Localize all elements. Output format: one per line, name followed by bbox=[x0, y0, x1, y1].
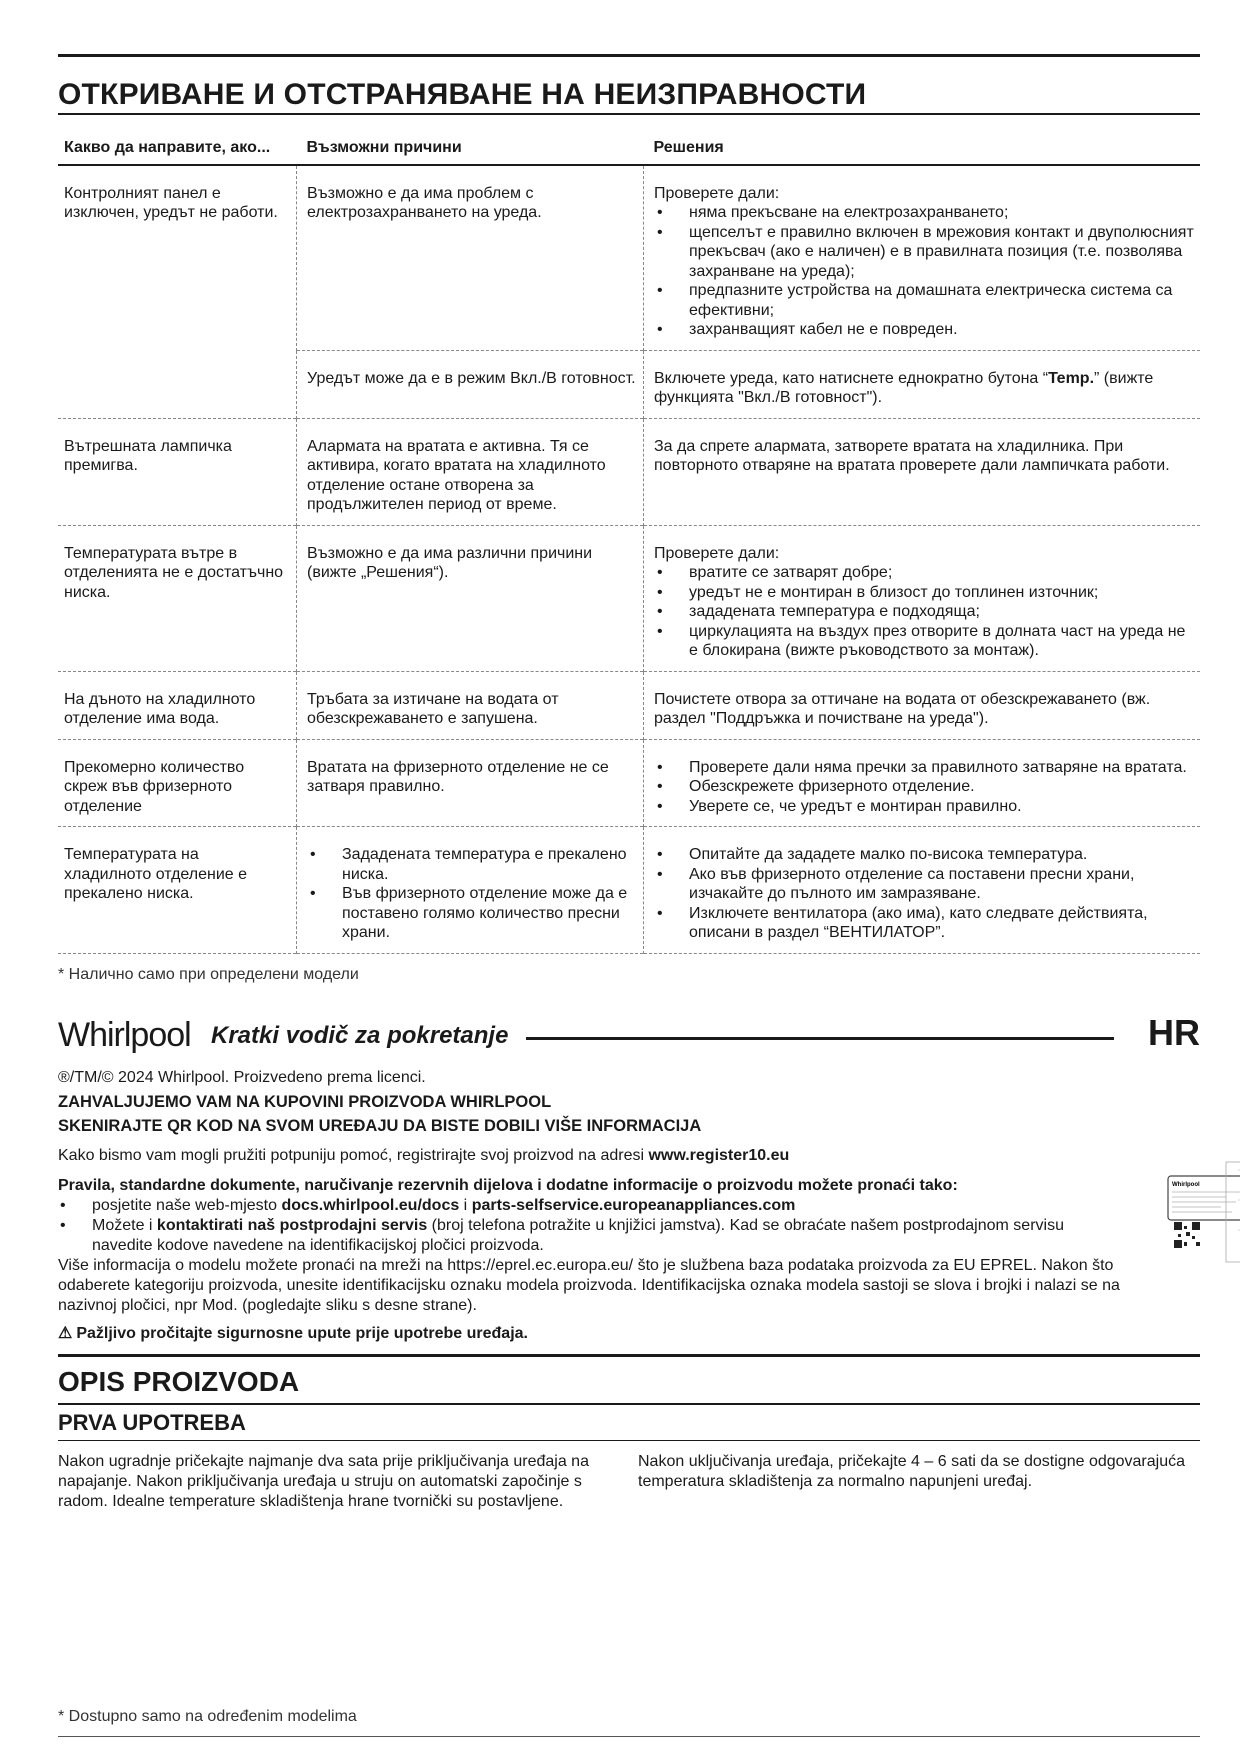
bullet1-text: posjetite naše web-mjesto bbox=[92, 1197, 282, 1214]
service-contact: kontaktirati naš postprodajni servis bbox=[156, 1217, 428, 1234]
table-header-row bbox=[58, 132, 1200, 165]
solution-list bbox=[654, 203, 1194, 340]
rules-heading: Pravila, standardne dokumente, naručivanje rezervnih dijelova i dodatne informacije o proizvodu možete pronaći tako: bbox=[58, 1177, 958, 1194]
list-item: • уредът не е монтиран в близост до топлинен източник; bbox=[654, 583, 1194, 603]
thanks-heading: ZAHVALJUJEMO VAM NA KUPOVINI PROIZVODA WHIRLPOOL bbox=[58, 1093, 552, 1111]
rules-list bbox=[58, 1196, 1106, 1256]
title-rule bbox=[58, 113, 1200, 115]
parts-link[interactable]: parts-selfservice.europeanappliances.com bbox=[471, 1197, 796, 1214]
bullet1-mid: i bbox=[459, 1197, 472, 1214]
hr-intro bbox=[58, 1068, 1200, 1344]
prva-right-text: Nakon uključivanja uređaja, pričekajte 4 – 6 sati da se dostigne odgovarajuća temperatura skladištenja za normalno napunjeni uređaj. bbox=[638, 1453, 1186, 1490]
top-rule bbox=[58, 54, 1200, 57]
solution-list bbox=[654, 845, 1194, 943]
list-item: • Обезскрежете фризерното отделение. bbox=[654, 777, 1194, 797]
cause-cell: Тръбата за изтичане на водата от обезскрежаването е запушена. bbox=[297, 671, 644, 739]
brand-header bbox=[58, 1012, 1200, 1062]
problem-cell: Прекомерно количество скреж във фризерното отделение bbox=[64, 758, 245, 815]
table-row bbox=[58, 671, 1200, 739]
label-brand: Whirlpool bbox=[1172, 1182, 1200, 1188]
solution-cell bbox=[644, 525, 1201, 671]
troubleshooting-footnote: * Налично само при определени модели bbox=[58, 966, 359, 983]
solution-cell bbox=[644, 350, 1201, 418]
whirlpool-logo: Whirlpool bbox=[58, 1016, 191, 1054]
table-row bbox=[58, 739, 1200, 827]
language-code: HR bbox=[1148, 1012, 1200, 1053]
cause-cell: Вратата на фризерното отделение не се затваря правилно. bbox=[297, 739, 644, 827]
cause-cell: Възможно е да има различни причини (вижте „Решения“). bbox=[297, 525, 644, 671]
list-item bbox=[58, 1216, 1106, 1256]
problem-cell: Вътрешната лампичка премигва. bbox=[64, 437, 232, 474]
solution-text-b: ” (вижте функцията "Вкл./В готовност"). bbox=[654, 369, 1154, 406]
list-item: • вратите се затварят добре; bbox=[654, 563, 1194, 583]
header-solution: Решения bbox=[653, 139, 724, 156]
solution-cell: За да спрете алармата, затворете вратата на хладилника. При повторното отваряне на вратата проверете дали лампичката работи. bbox=[644, 418, 1201, 525]
solution-intro: Проверете дали: bbox=[654, 184, 780, 202]
list-item: • зададената температура е подходяща; bbox=[654, 602, 1194, 622]
guide-subtitle: Kratki vodič za pokretanje bbox=[211, 1022, 509, 1049]
header-cause: Възможни причини bbox=[306, 139, 462, 156]
brand-divider bbox=[526, 1037, 1114, 1040]
list-item: • Уверете се, че уредът е монтиран правилно. bbox=[654, 797, 1194, 817]
cause-cell: Уредът може да е в режим Вкл./В готовност. bbox=[297, 350, 644, 418]
cause-cell bbox=[297, 827, 644, 954]
opis-rule bbox=[58, 1354, 1200, 1357]
safety-warning bbox=[58, 1324, 1200, 1344]
warning-icon: ⚠ bbox=[58, 1325, 73, 1342]
register-link[interactable]: www.register10.eu bbox=[648, 1147, 790, 1164]
solution-intro: Проверете дали: bbox=[654, 544, 780, 562]
list-item: • щепселът е правилно включен в мрежовия контакт и двуполюсният прекъсвач (ако е наличен) е в правилната позиция (т.е. позволява захранване на уреда); bbox=[654, 223, 1194, 282]
solution-cell bbox=[644, 165, 1201, 351]
table-row bbox=[58, 525, 1200, 671]
solution-cell: Почистете отвора за оттичане на водата от обезскрежаването (вж. раздел "Поддръжка и почистване на уреда"). bbox=[644, 671, 1201, 739]
solution-cell bbox=[644, 827, 1201, 954]
table-row bbox=[58, 165, 1200, 351]
opis-title: OPIS PROIZVODA bbox=[58, 1366, 300, 1397]
solution-cell bbox=[644, 739, 1201, 827]
list-item: • Проверете дали няма пречки за правилното затваряне на вратата. bbox=[654, 758, 1194, 778]
list-item: • няма прекъсване на електрозахранването; bbox=[654, 203, 1194, 223]
list-item bbox=[58, 1196, 1106, 1216]
problem-cell: Температурата на хладилното отделение е прекалено ниска. bbox=[64, 846, 248, 902]
warning-text: Pažljivo pročitajte sigurnosne upute prije upotrebe uređaja. bbox=[76, 1325, 528, 1342]
bottom-rule bbox=[58, 1736, 1200, 1737]
bullet2-text-a: Možete i bbox=[92, 1217, 157, 1234]
cause-cell: Възможно е да има проблем с електрозахранването на уреда. bbox=[297, 165, 644, 351]
solution-list bbox=[654, 563, 1194, 661]
list-item: • захранващият кабел не е повреден. bbox=[654, 320, 1194, 340]
problem-cell: Температурата вътре в отделенията не е достатъчно ниска. bbox=[64, 544, 284, 601]
list-item: • предпазните устройства на домашната електрическа система са ефективни; bbox=[654, 281, 1194, 320]
cause-list bbox=[307, 845, 637, 943]
problem-cell: На дъното на хладилното отделение има вода. bbox=[64, 690, 256, 727]
list-item: • циркулацията на въздух през отворите в долната част на уреда не е блокирана (вижте ръководството за монтаж). bbox=[654, 622, 1194, 661]
temp-button-label: Temp. bbox=[1048, 369, 1095, 387]
header-problem: Какво да направите, ако... bbox=[64, 139, 271, 156]
solution-text-a: Включете уреда, като натиснете еднократно бутона “ bbox=[654, 369, 1049, 387]
qr-code-icon bbox=[1174, 1222, 1200, 1248]
prva-left-text: Nakon ugradnje pričekajte najmanje dva sata prije priključivanja uređaja na napajanje. Nakon priključivanja uređaja u struju on automatski započinje s radom. Idealne temperature skladištenja hrane tvornički su postavljene. bbox=[58, 1453, 589, 1510]
register-text: Kako bismo vam mogli pružiti potpuniju pomoć, registrirajte svoj proizvod na adresi bbox=[58, 1147, 649, 1164]
bullet2-text-b: (broj telefona potražite u knjižici jamstva). Kad se obraćate našem postprodajnom servisu navedite kodove navedene na identifikacijskoj pločici proizvoda. bbox=[92, 1217, 1064, 1254]
trademark-text: ®/TM/© 2024 Whirlpool. Proizvedeno prema licenci. bbox=[58, 1069, 426, 1086]
scan-heading: SKENIRAJTE QR KOD NA SVOM UREĐAJU DA BISTE DOBILI VIŠE INFORMACIJA bbox=[58, 1117, 702, 1135]
opis-underline bbox=[58, 1403, 1200, 1405]
problem-cell: Контролният панел е изключен, уредът не работи. bbox=[64, 184, 278, 221]
list-item: • Изключете вентилатора (ако има), като следвате действията, описани в раздел “ВЕНТИЛАТОР”. bbox=[654, 904, 1194, 943]
troubleshooting-table bbox=[58, 132, 1200, 954]
prva-underline bbox=[58, 1440, 1200, 1441]
table-row bbox=[58, 827, 1200, 954]
prva-title: PRVA UPOTREBA bbox=[58, 1410, 246, 1435]
troubleshooting-title: ОТКРИВАНЕ И ОТСТРАНЯВАНЕ НА НЕИЗПРАВНОСТИ bbox=[58, 78, 867, 111]
list-item: • Във фризерното отделение може да е поставено голямо количество пресни храни. bbox=[307, 884, 637, 943]
list-item: • Зададената температура е прекалено ниска. bbox=[307, 845, 637, 884]
cause-cell: Алармата на вратата е активна. Тя се активира, когато вратата на хладилното отделение остане отворена за продължителен период от време. bbox=[297, 418, 644, 525]
table-row bbox=[58, 418, 1200, 525]
list-item: • Ако във фризерното отделение са поставени пресни храни, изчакайте до пълното им замразяване. bbox=[654, 865, 1194, 904]
list-item: • Опитайте да зададете малко по-висока температура. bbox=[654, 845, 1194, 865]
rating-label-image bbox=[1166, 1160, 1240, 1266]
hr-footnote: * Dostupno samo na određenim modelima bbox=[58, 1708, 357, 1725]
eprel-paragraph: Više informacija o modelu možete pronaći na mreži na https://eprel.ec.europa.eu/ što je službena baza podataka proizvoda za EU EPREL. Nakon što odaberete kategoriju proizvoda, unesite identifikacijsku oznaku modela proizvoda. Identifikacijska oznaka modela sastoji se slova i brojki i nalazi se na nazivnoj pločici, npr Mod. (pogledajte sliku s desne strane). bbox=[58, 1257, 1120, 1314]
solution-list bbox=[654, 758, 1194, 817]
docs-link[interactable]: docs.whirlpool.eu/docs bbox=[281, 1197, 460, 1214]
register-paragraph bbox=[58, 1146, 1200, 1166]
